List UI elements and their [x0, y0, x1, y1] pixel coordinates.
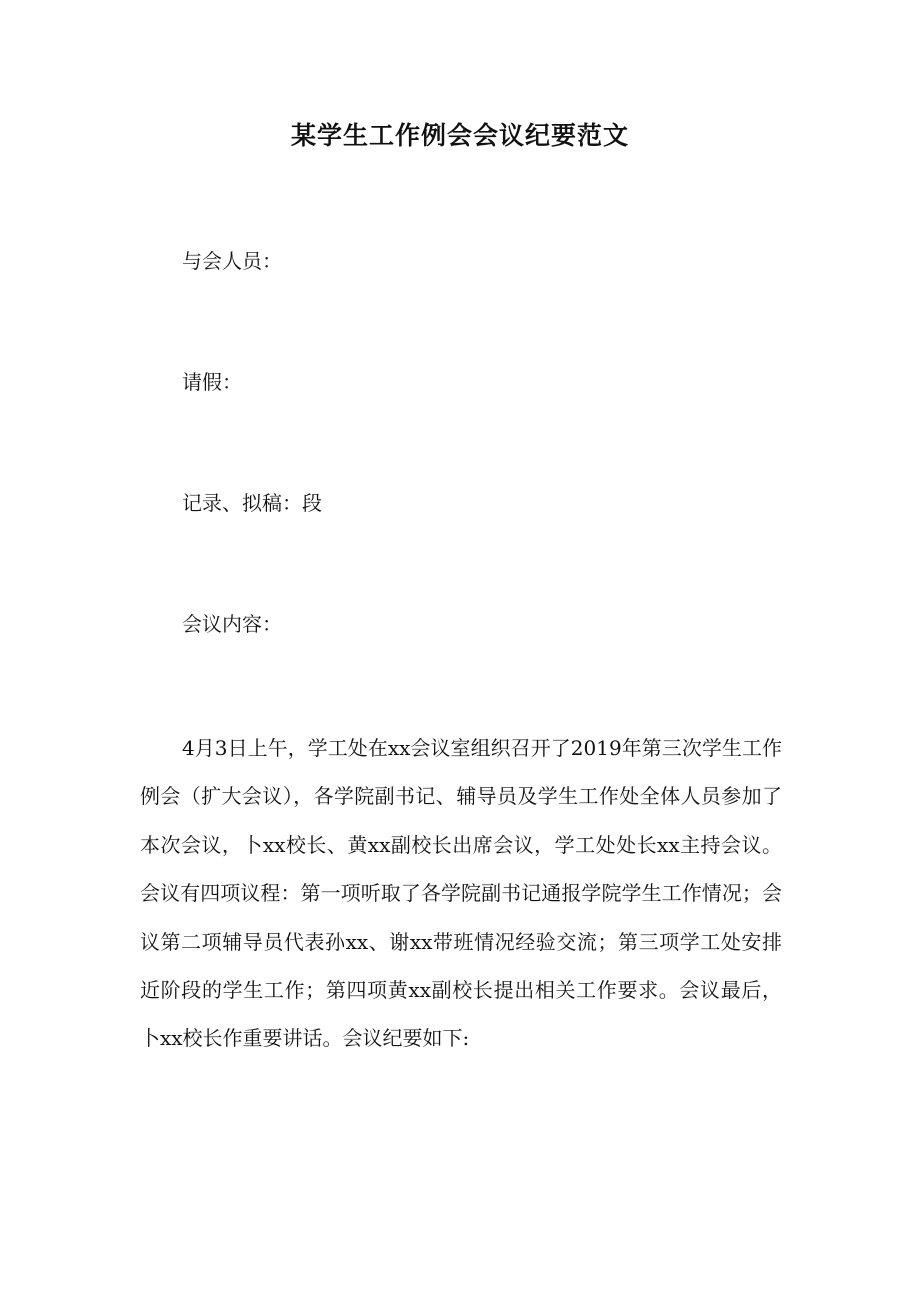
document-title: 某学生工作例会会议纪要范文: [290, 121, 629, 150]
leave-label: 请假：: [182, 370, 242, 394]
content-label: 会议内容：: [182, 612, 282, 636]
attendees-label: 与会人员：: [182, 249, 282, 273]
body-paragraph: 4月3日上午，学工处在xx会议室组织召开了2019年第三次学生工作例会（扩大会议），各学院副书记、辅导员及学生工作处全体人员参加了本次会议，卜xx校长、黄xx副校长出席会议，学工处处长xx主持会议。会议有四项议程：第一项听取了各学院副书记通报学院学生工作情况；会议第二项辅导员代表孙xx、谢xx带班情况经验交流；第三项学工处安排近阶段的学生工作；第四项黄xx副校长提出相关工作要求。会议最后，卜xx校长作重要讲话。会议纪要如下:: [140, 736, 782, 1051]
recorder-label: 记录、拟稿：段: [182, 491, 322, 515]
